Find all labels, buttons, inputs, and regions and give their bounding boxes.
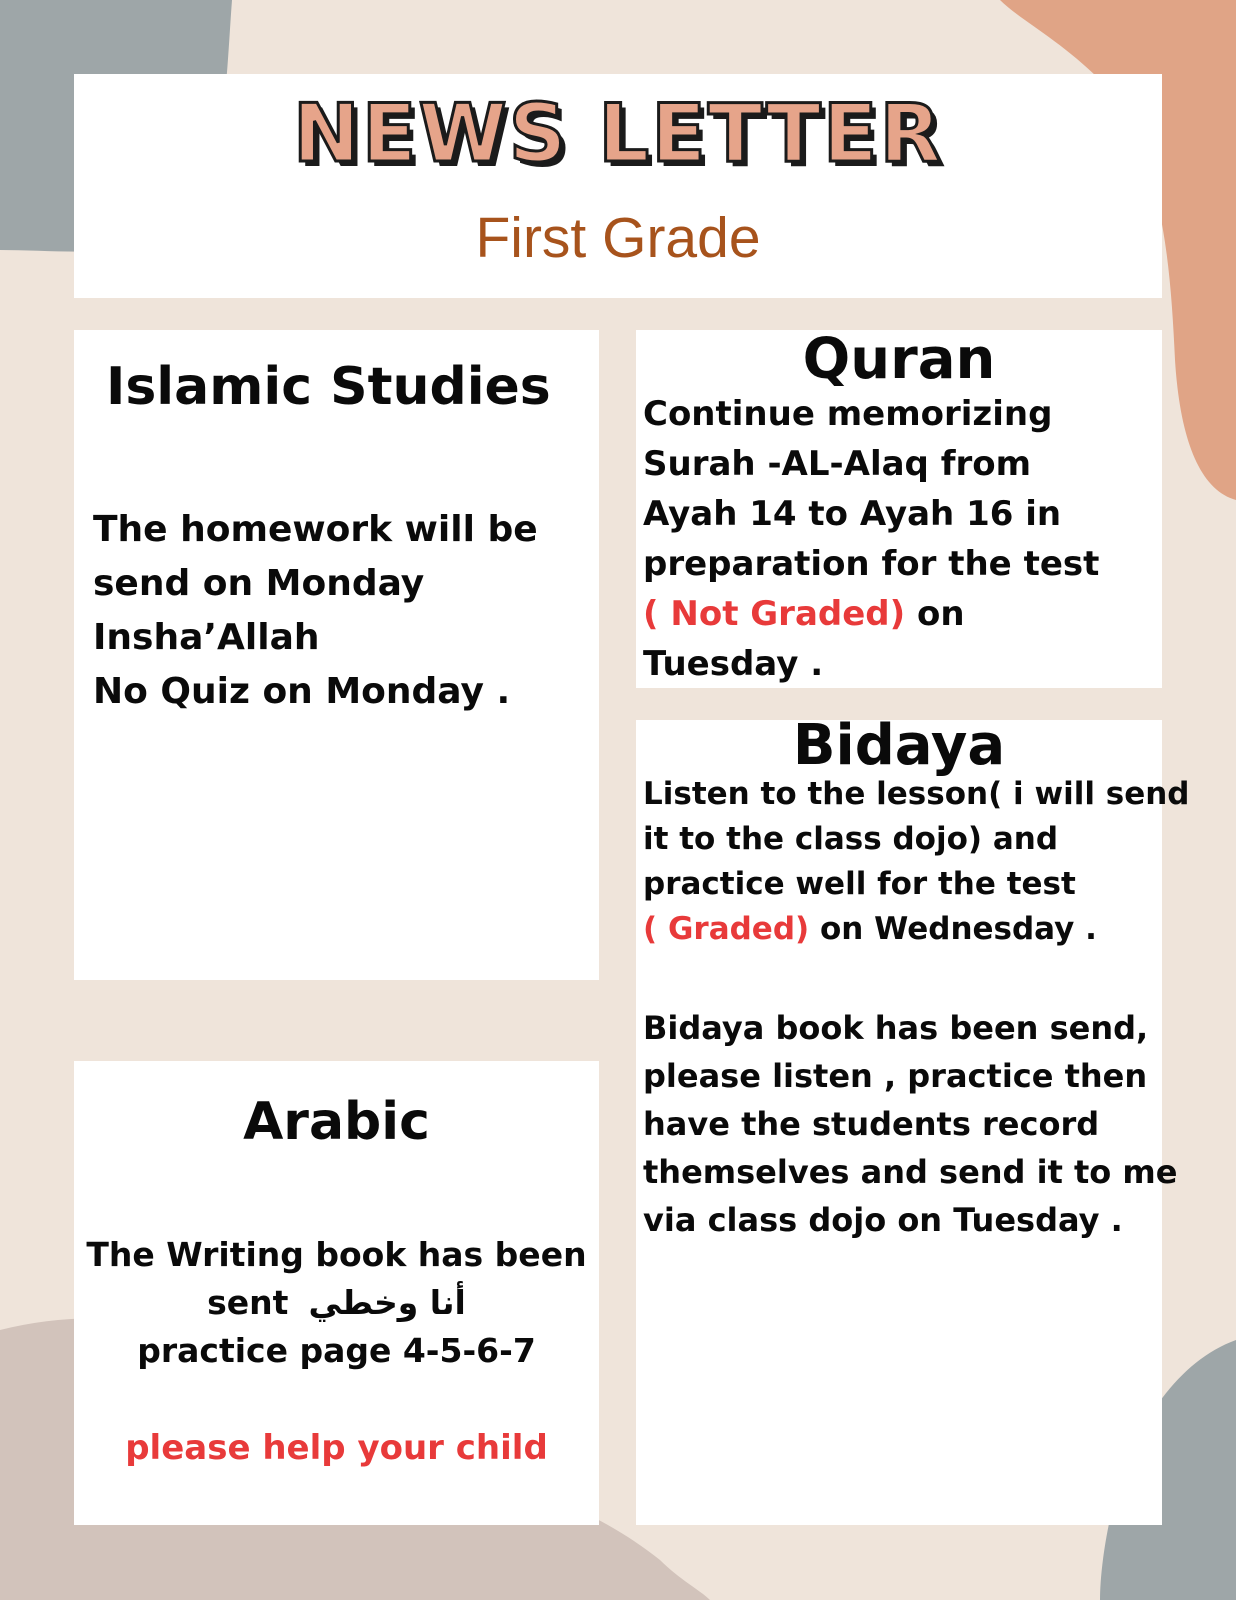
- islamic-studies-card: [74, 330, 599, 980]
- islamic-line: Insha’Allah: [93, 617, 320, 658]
- bidaya-line: via class dojo on Tuesday .: [643, 1201, 1123, 1239]
- quran-line: preparation for the test: [643, 544, 1100, 584]
- islamic-line: The homework will be: [93, 509, 538, 550]
- quran-line: Tuesday .: [643, 644, 824, 684]
- header-card: [74, 74, 1162, 298]
- newsletter-title: NEWS LETTER: [292, 87, 944, 180]
- help-child-note: please help your child: [125, 1428, 548, 1468]
- arabic-body: [74, 1231, 599, 1375]
- graded-note: ( Graded): [643, 911, 810, 947]
- bidaya-title: Bidaya: [792, 713, 1006, 778]
- bidaya-line: themselves and send it to me: [643, 1153, 1178, 1191]
- bidaya-paragraph-1: [643, 772, 1190, 952]
- arabic-book-name: أنا وخطي: [308, 1283, 466, 1322]
- arabic-card: [74, 1061, 599, 1525]
- quran-card: [636, 327, 1162, 688]
- bidaya-paragraph-2: [643, 1004, 1177, 1244]
- quran-line: Ayah 14 to Ayah 16 in: [643, 494, 1062, 534]
- bidaya-line: practice well for the test: [643, 866, 1076, 902]
- bidaya-card: [636, 713, 1190, 1525]
- grade-subtitle: First Grade: [475, 206, 761, 270]
- quran-graded-line: [643, 589, 1099, 639]
- quran-on-text: on: [905, 594, 965, 634]
- arabic-title: Arabic: [243, 1092, 430, 1152]
- islamic-studies-title: Islamic Studies: [106, 357, 551, 417]
- bidaya-line: Listen to the lesson( i will send: [643, 776, 1190, 812]
- islamic-line: send on Monday: [93, 563, 425, 604]
- arabic-line: practice page 4-5-6-7: [137, 1331, 536, 1370]
- arabic-line: The Writing book has been: [86, 1235, 587, 1274]
- bidaya-line: have the students record: [643, 1105, 1100, 1143]
- bidaya-line: it to the class dojo) and: [643, 821, 1059, 857]
- islamic-studies-body: [93, 503, 538, 719]
- arabic-sent-line: [74, 1279, 599, 1327]
- quran-body: [643, 389, 1099, 689]
- bidaya-line: Bidaya book has been send,: [643, 1009, 1149, 1047]
- quran-title: Quran: [802, 327, 996, 392]
- not-graded-note: ( Not Graded): [643, 594, 906, 634]
- islamic-line: No Quiz on Monday .: [93, 671, 511, 712]
- bidaya-wednesday-text: on Wednesday .: [809, 911, 1097, 947]
- quran-line: Continue memorizing: [643, 394, 1053, 434]
- bidaya-graded-line: [643, 907, 1190, 952]
- bidaya-line: please listen , practice then: [643, 1057, 1148, 1095]
- sent-text: sent: [207, 1283, 289, 1322]
- quran-line: Surah -AL-Alaq from: [643, 444, 1032, 484]
